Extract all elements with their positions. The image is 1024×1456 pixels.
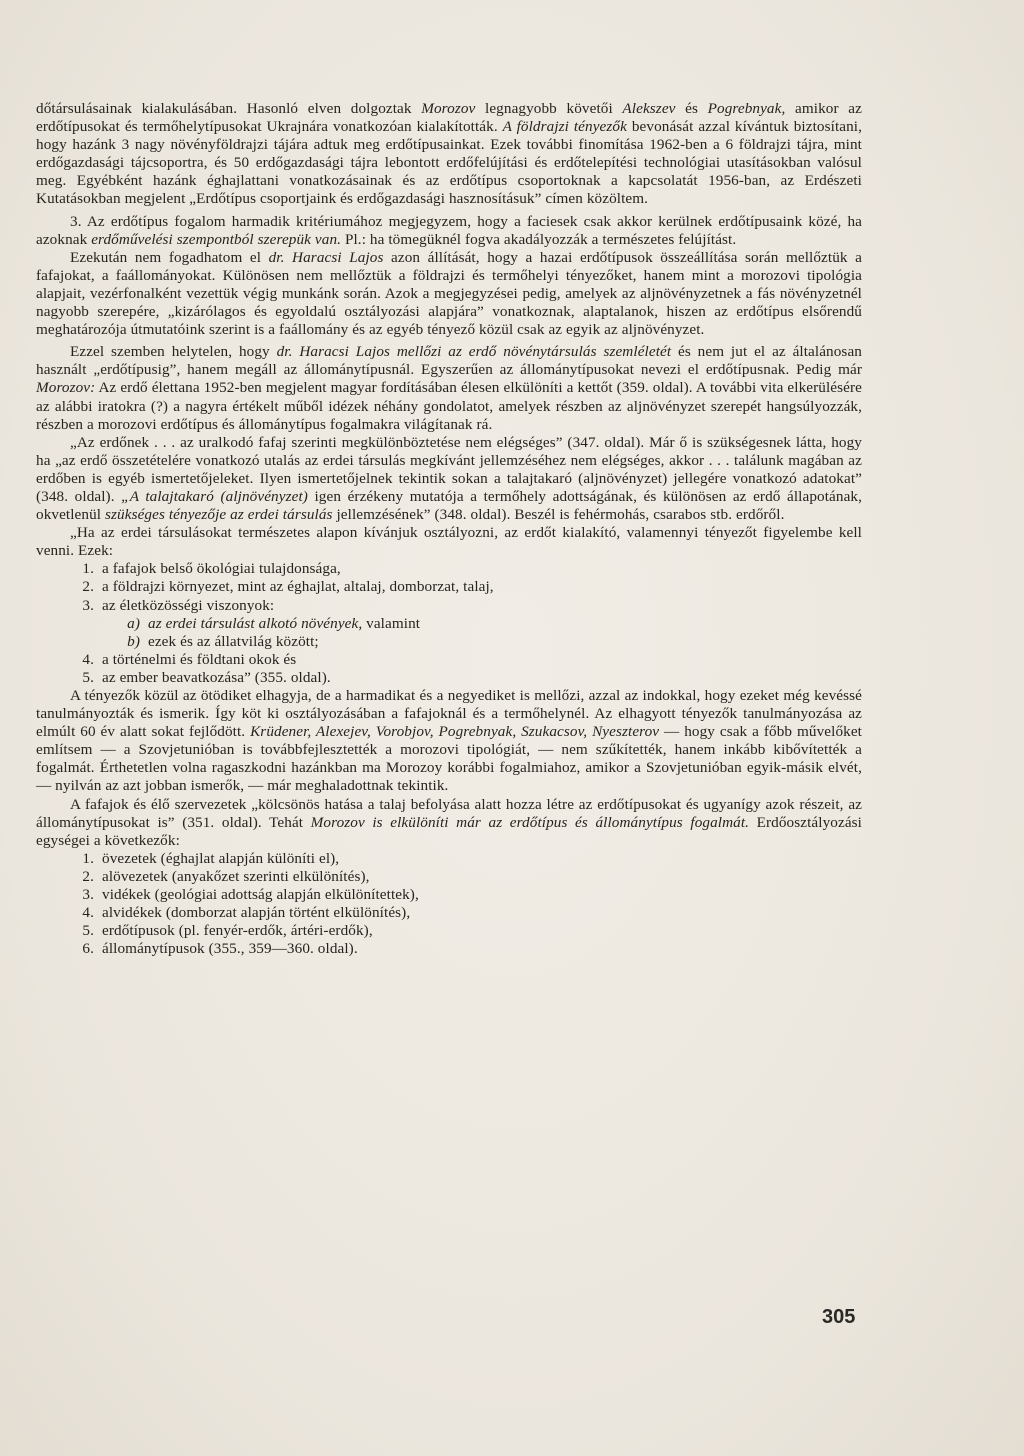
paragraph: Ezekután nem fogadhatom el dr. Haracsi Lajos azon állítását, hogy a hazai erdőtípusok összeállítása során mellőztük a fafajokat, a faállományokat. Különösen nem mellőztük a földrajzi és termőhelyi tényezőket, hanem mint a morozovi tipológia alapjait, vezérfonalként vezettük végig munkánk során. Azok a megjegyzései pedig, amelyek az aljnövényzetnek a fás növényzetnél nagyobb szerepére, „kizárólagos és egyoldalú osztályozási alapjára” vonatkoznak, alaptalanok, hiszen az erdőtípus elsőrendű meghatározója útmutatóink szerint is a faállomány és az egyéb tényező közül csak az egyik az aljnövényzet. bbox=[36, 248, 862, 339]
list-item: 2. a földrajzi környezet, mint az éghajlat, altalaj, domborzat, talaj, bbox=[82, 578, 494, 596]
paragraph: „Az erdőnek . . . az uralkodó fafaj szerinti megkülönböztetése nem elégséges” (347. oldal). Már ő is szükségesnek látta, hogy ha „az erdő összetételére vonatkozó utalás az erdei társulás megkívánt jellemzéséhez nem elégséges, akkor . . . találunk magában az erdőben is egyéb ismertetőjeleket. Ilyen ismertetőjelnek tekintik sokan a talajtakaró (aljnövényzet) jellegére vonatkozó adatokat” (348. oldal). „A talajtakaró (aljnövényzet) igen érzékeny mutatója a termőhely adottságának, és különösen az erdő állapotának, okvetlenül szükséges tényezője az erdei társulás jellemzésének” (348. oldal). Beszél is fehérmohás, csarabos stb. erdőről. bbox=[36, 433, 862, 524]
list-item: 4. a történelmi és földtani okok és bbox=[82, 650, 297, 668]
paragraph: „Ha az erdei társulásokat természetes alapon kívánjuk osztályozni, az erdőt kialakító, valamennyi tényezőt figyelembe kell venni. Ezek: bbox=[36, 524, 862, 560]
paragraph: 3. Az erdőtípus fogalom harmadik kritériumához megjegyzem, hogy a faciesek csak akkor kerülnek erdőtípusaink közé, ha azoknak erdőművelési szempontból szerepük van. Pl.: ha tömegüknél fogva akadályozzák a természetes felújítást. bbox=[36, 212, 862, 248]
list bbox=[36, 560, 862, 687]
page-body bbox=[36, 100, 862, 958]
list-item: 5. erdőtípusok (pl. fenyér-erdők, ártéri-erdők), bbox=[82, 922, 373, 940]
paragraph: dőtársulásainak kialakulásában. Hasonló elven dolgoztak Morozov legnagyobb követői Alekszev és Pogrebnyak, amikor az erdőtípusokat és termőhelytípusokat Ukrajnára vonatkozóan kialakították. A földrajzi tényezők bevonását azzal kívántuk biztosítani, hogy hazánk 3 nagy növényföldrajzi tájára adtuk meg erdőtípusainkat. Ezek további finomítása 1962-ben a 6 földrajzi tájra, mint erdőgazdasági tájcsoportra, és 50 erdőgazdasági tájra lebontott erdőfelújítási és erdőtelepítési technológiai utasításokban valósul meg. Egyébként hazánk éghajlattani vonatkozásainak és az erdőtípus csoportoknak a kapcsolatát 1956-ban, az Erdészeti Kutatásokban megjelent „Erdőtípus csoportjaink és erdőgazdasági hasznosításuk” címen közöltem. bbox=[36, 100, 863, 208]
list-item: 2. alövezetek (anyakőzet szerinti elkülönítés), bbox=[82, 867, 370, 885]
paragraph: A fafajok és élő szervezetek „kölcsönös hatása a talaj befolyása alatt hozza létre az erdőtípusokat és ugyanígy azok részeit, az állománytípusokat is” (351. oldal). Tehát Morozov is elkülöníti már az erdőtípus és állománytípus fogalmát. Erdőosztályozási egységei a következők: bbox=[36, 795, 862, 849]
list-item: b) ezek és az állatvilág között; bbox=[127, 632, 319, 650]
list-item: a) az erdei társulást alkotó növények, valamint bbox=[127, 614, 421, 632]
list bbox=[36, 850, 862, 959]
paragraph: A tényezők közül az ötödiket elhagyja, de a harmadikat és a negyediket is mellőzi, azzal az indokkal, hogy ezeket még kevéssé tanulmányozták és ismerik. Így köt ki osztályozásában a fafajoknál és a termőhelynél. Az elhagyott tényezők tanulmányozása az elmúlt 60 év alatt sokat fejlődött. Krüdener, Alexejev, Vorobjov, Pogrebnyak, Szukacsov, Nyeszterov — hogy csak a főbb művelőket említsem — a Szovjetunióban is továbbfejlesztették a morozovi tipológiát, — nem szűkítették, hanem inkább kibővítették a fogalmát. Érthetetlen volna ragaszkodni hazánkban ma Morozoy korábbi fogalmiahoz, amikor a Szovjetunióban egyik-másik elvét, — nyilván az azt jobban ismerők, — már meghaladottnak tekintik. bbox=[36, 687, 862, 795]
list-item: 5. az ember beavatkozása” (355. oldal). bbox=[82, 668, 331, 686]
list-item: 3. az életközösségi viszonyok: bbox=[82, 596, 275, 614]
list-item: 6. állománytípusok (355., 359—360. oldal). bbox=[82, 940, 358, 958]
page-number: 305 bbox=[822, 1306, 856, 1328]
list-item: 3. vidékek (geológiai adottság alapján elkülönítettek), bbox=[82, 886, 419, 904]
list-item: 1. a fafajok belső ökológiai tulajdonsága, bbox=[82, 560, 341, 578]
paragraph: Ezzel szemben helytelen, hogy dr. Haracsi Lajos mellőzi az erdő növénytársulás szemléletét és nem jut el az általánosan használt „erdőtípusig”, hanem megáll az állománytípusnál. Egyszerűen az állománytípusokat nevezi el erdőtípusnak. Pedig már Morozov: Az erdő élettana 1952-ben megjelent magyar fordításában élesen elkülöníti a kettőt (359. oldal). A további vita elkerülésére az alábbi iratokra (?) a nagyra értékelt műből idézek néhány gondolatot, amelyek részben az aljnövényzet szerepét hangsúlyozzák, részben a morozovi erdőtípus és állománytípus fogalmakra világítanak rá. bbox=[36, 343, 862, 433]
list-item: 1. övezetek (éghajlat alapján különíti el), bbox=[82, 849, 340, 867]
list-item: 4. alvidékek (domborzat alapján történt elkülönítés), bbox=[82, 904, 411, 922]
